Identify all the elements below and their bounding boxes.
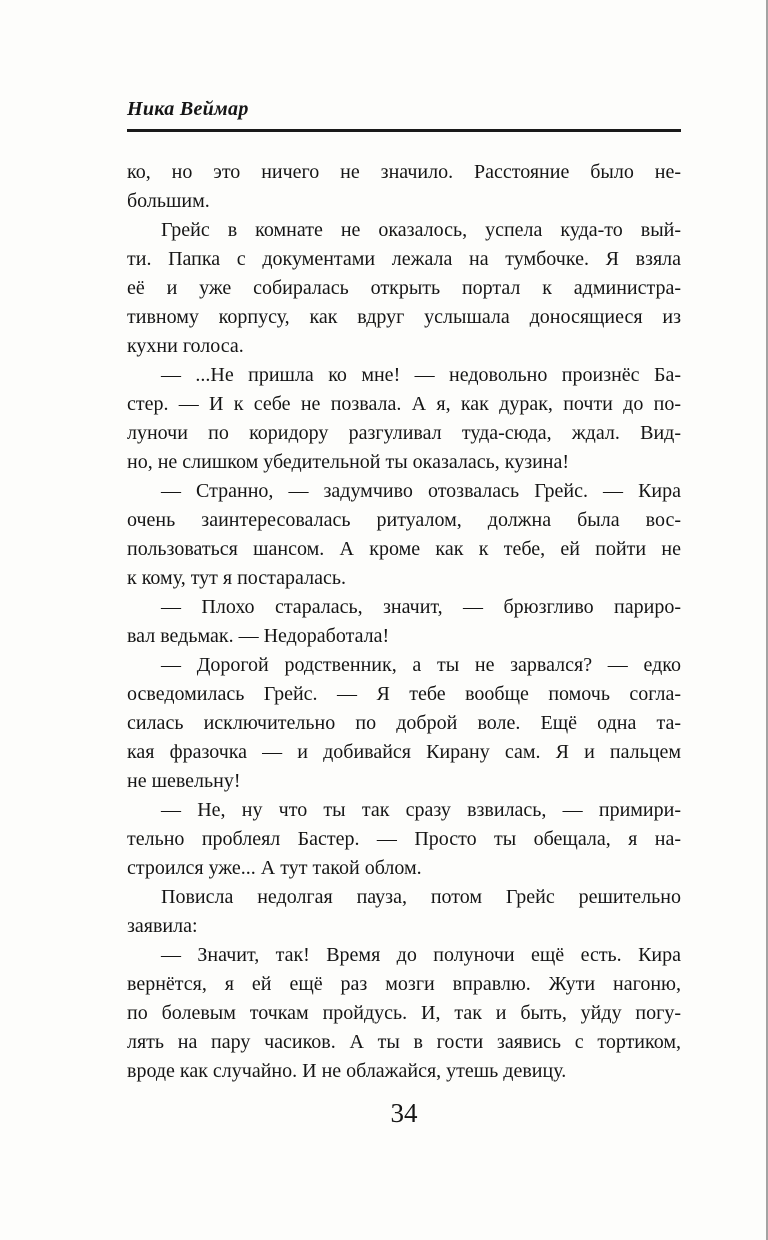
paragraph [127, 796, 681, 883]
text-line: Повисла недолгая пауза, потом Грейс решительно [161, 886, 681, 908]
paragraph [127, 941, 681, 1086]
text-line: заявила: [127, 915, 198, 937]
text-line: силась исключительно по доброй воле. Ещё одна та- [127, 712, 681, 734]
paragraph [127, 883, 681, 941]
paragraph [127, 158, 681, 216]
text-line: кая фразочка — и добивайся Кирану сам. Я и пальцем [127, 741, 681, 763]
text-line: — Плохо старалась, значит, — брюзгливо париро- [161, 596, 681, 618]
header-rule [127, 129, 681, 132]
paragraph [127, 361, 681, 477]
text-line: вал ведьмак. — Недоработала! [127, 625, 390, 647]
text-line: её и уже собиралась открыть портал к администра- [127, 277, 681, 299]
text-line: луночи по коридору разгуливал туда-сюда, ждал. Вид- [127, 422, 681, 444]
text-line: пользоваться шансом. А кроме как к тебе, ей пойти не [127, 538, 681, 560]
text-line: ко, но это ничего не значило. Расстояние было не- [127, 161, 681, 183]
paragraph [127, 216, 681, 361]
text-line: — Не, ну что ты так сразу взвилась, — примири- [161, 799, 681, 821]
page-number: 34 [390, 1098, 418, 1128]
text-line: ти. Папка с документами лежала на тумбочке. Я взяла [127, 248, 681, 270]
text-line: но, не слишком убедительной ты оказалась, кузина! [127, 451, 570, 473]
text-column [127, 0, 681, 1086]
text-line: к кому, тут я постаралась. [127, 567, 346, 589]
text-line: осведомилась Грейс. — Я тебе вообще помочь согла- [127, 683, 681, 705]
text-line: — ...Не пришла ко мне! — недовольно произнёс Ба- [161, 364, 681, 386]
text-line: стер. — И к себе не позвала. А я, как дурак, почти до по- [127, 393, 681, 415]
text-line: — Значит, так! Время до полуночи ещё есть. Кира [161, 944, 681, 966]
text-line: кухни голоса. [127, 335, 244, 357]
text-line: строился уже... А тут такой облом. [127, 857, 422, 879]
text-line: тельно проблеял Бастер. — Просто ты обещала, я на- [127, 828, 681, 850]
paragraph [127, 651, 681, 796]
text-line: лять на пару часиков. А ты в гости заявись с тортиком, [127, 1031, 681, 1053]
paragraph [127, 593, 681, 651]
text-line: не шевельну! [127, 770, 241, 792]
text-line: вернётся, я ей ещё раз мозги вправлю. Жути нагоню, [127, 973, 681, 995]
text-line: — Дорогой родственник, а ты не зарвался? — едко [161, 654, 681, 676]
text-line: по болевым точкам пройдусь. И, так и быть, уйду погу- [127, 1002, 681, 1024]
running-header: Ника Веймар [127, 98, 249, 120]
text-line: Грейс в комнате не оказалось, успела куда-то вый- [161, 219, 681, 241]
text-line: большим. [127, 190, 210, 212]
text-line: — Странно, — задумчиво отозвалась Грейс. — Кира [161, 480, 681, 502]
text-line: вроде как случайно. И не облажайся, утешь девицу. [127, 1060, 567, 1082]
text-line: тивному корпусу, как вдруг услышала доносящиеся из [127, 306, 681, 328]
text-block [127, 158, 681, 1086]
text-line: очень заинтересовалась ритуалом, должна была вос- [127, 509, 681, 531]
paragraph [127, 477, 681, 593]
